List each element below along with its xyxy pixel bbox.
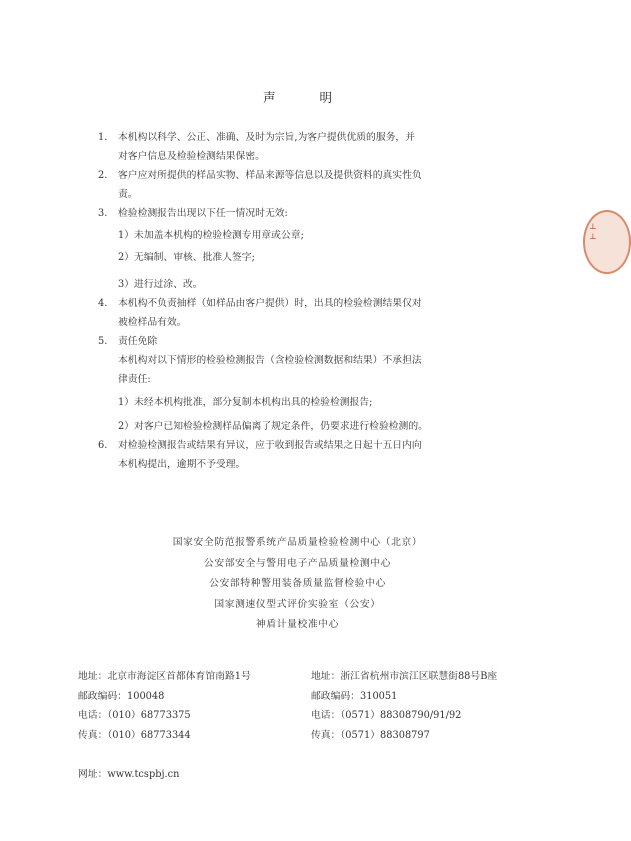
- item-number: 5.: [98, 336, 108, 347]
- organization-name: 国家测速仪型式评价实验室（公安）: [214, 598, 381, 610]
- organization-name: 国家安全防范报警系统产品质量检验检测中心（北京）: [172, 537, 423, 548]
- beijing-fax: 传真：（010）68773344: [78, 729, 191, 741]
- beijing-address: 地址：北京市海淀区首都体育馆南路1号: [78, 671, 251, 682]
- item-line: 本机构提出，逾期不予受理。: [118, 459, 246, 470]
- item-number: 3.: [98, 208, 108, 219]
- item-line: 本机构不负责抽样（如样品由客户提供）时，出具的检验检测结果仅对: [118, 298, 422, 309]
- statement-item-2: [98, 166, 530, 204]
- item-line: 1）未经本机构批准，部分复制本机构出具的检验检测报告;: [118, 397, 373, 408]
- item-line: 对检验检测报告或结果有异议，应于收到报告或结果之日起十五日内向: [118, 440, 422, 451]
- item-line: 对客户信息及检验检测结果保密。: [118, 151, 265, 162]
- item-line: 2）对客户已知检验检测样品偏离了规定条件，仍要求进行检验检测的。: [118, 421, 428, 432]
- item-line: 责任免除: [118, 336, 158, 347]
- item-line: 2）无编制、审核、批准人签字;: [118, 252, 255, 263]
- item-number: 1.: [98, 132, 108, 143]
- organization-name: 公安部特种警用装备质量监督检验中心: [209, 578, 386, 589]
- organization-list: [0, 533, 595, 636]
- statement-item-3: [98, 204, 530, 294]
- zhejiang-fax: 传真：（0571）88308797: [311, 729, 430, 741]
- item-line: 本机构对以下情形的检验检测报告（含检验检测数据和结果）不承担法: [118, 355, 422, 366]
- seal-mark: ⊥ ⊥: [589, 222, 597, 241]
- statement-item-6: [98, 436, 530, 474]
- item-number: 4.: [98, 298, 108, 309]
- item-line: 客户应对所提供的样品实物、样品来源等信息以及提供资料的真实性负: [118, 170, 422, 181]
- item-line: 被检样品有效。: [118, 317, 187, 328]
- item-number: 6.: [98, 440, 108, 451]
- organization-name: 神盾计量校准中心: [255, 619, 340, 630]
- page-title: 声 明: [263, 90, 352, 105]
- beijing-postcode: 邮政编码：100048: [78, 690, 165, 702]
- website: 网址：www.tcspbj.cn: [78, 769, 180, 780]
- statement-list: [98, 128, 530, 474]
- item-line: 检验检测报告出现以下任一情况时无效:: [118, 208, 288, 219]
- organization-name: 公安部安全与警用电子产品质量检测中心: [203, 557, 392, 569]
- item-number: 2.: [98, 170, 108, 181]
- item-line: 本机构以科学、公正、准确、及时为宗旨,为客户提供优质的服务，并: [118, 132, 416, 143]
- zhejiang-postcode: 邮政编码：310051: [311, 690, 398, 702]
- beijing-contact: [78, 667, 251, 745]
- zhejiang-address: 地址：浙江省杭州市滨江区联慧街88号B座: [311, 671, 498, 682]
- beijing-phone: 电话：（010）68773375: [78, 710, 191, 721]
- statement-item-4: [98, 294, 530, 332]
- item-line: 责。: [118, 189, 138, 200]
- statement-item-1: [98, 128, 530, 166]
- item-line: 1）未加盖本机构的检验检测专用章或公章;: [118, 230, 304, 241]
- item-line: 3）进行过涂、改。: [118, 279, 203, 290]
- zhejiang-phone: 电话：（0571）88308790/91/92: [311, 710, 462, 721]
- seal-stamp-icon: [583, 210, 631, 274]
- item-line: 律责任:: [118, 374, 151, 385]
- statement-item-5: [98, 332, 530, 436]
- zhejiang-contact: [311, 667, 497, 745]
